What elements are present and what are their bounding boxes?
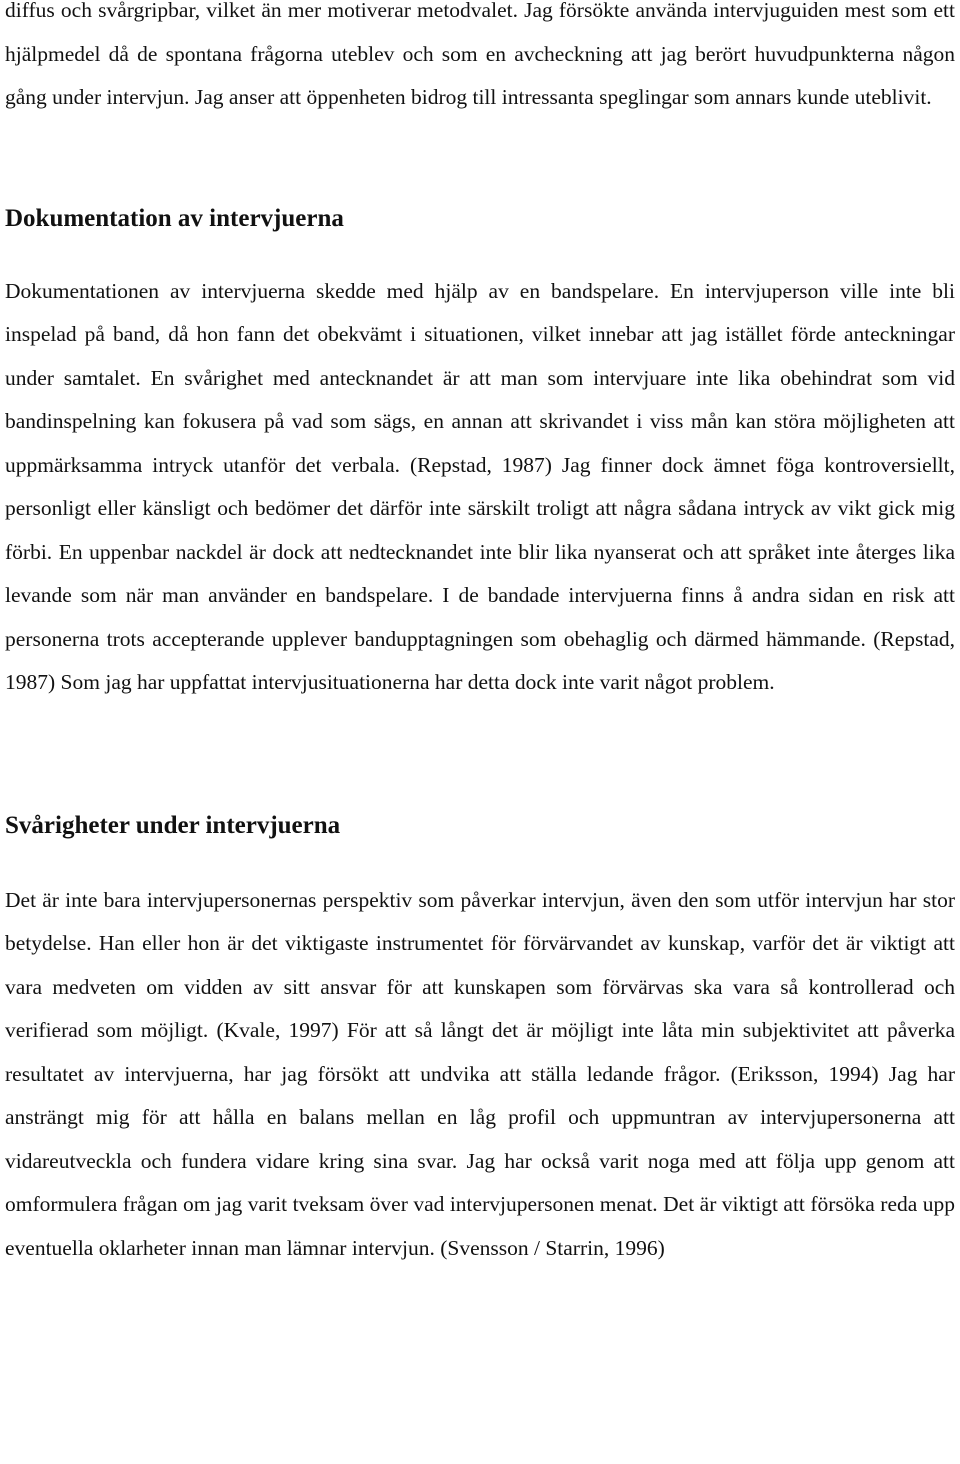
heading-dokumentation: Dokumentation av intervjuerna [5,204,344,232]
intro-paragraph: diffus och svårgripbar, vilket än mer motiverar metodvalet. Jag försökte använda intervjuguiden mest som ett hjälpmedel då de spontana frågorna uteblev och som en avcheckning att jag berört huvudpunkterna någon gång under intervjun. Jag anser att öppenheten bidrog till intressanta speglingar som annars kunde uteblivit. [5,0,955,109]
document-page [5,0,955,1270]
paragraph-svarigheter: Det är inte bara intervjupersonernas perspektiv som påverkar intervjun, även den som utför intervjun har stor betydelse. Han eller hon är det viktigaste instrumentet för förvärvandet av kunskap, varför det är viktigt att vara medveten om vidden av sitt ansvar för att kunskapen som förvärvas ska vara så kontrollerad och verifierad som möjligt. (Kvale, 1997) För att så långt det är möjligt inte låta min subjektivitet att påverka resultatet av intervjuerna, har jag försökt att undvika att ställa ledande frågor. (Eriksson, 1994) Jag har ansträngt mig för att hålla en balans mellan en låg profil och uppmuntran av intervjupersonerna att vidareutveckla och fundera vidare kring sina svar. Jag har också varit noga med att följa upp genom att omformulera frågan om jag varit tveksam över vad intervjupersonen menat. Det är viktigt att försöka reda upp eventuella oklarheter innan man lämnar intervjun. (Svensson / Starrin, 1996) [5,887,955,1260]
paragraph-dokumentation: Dokumentationen av intervjuerna skedde med hjälp av en bandspelare. En intervjuperson ville inte bli inspelad på band, då hon fann det obekvämt i situationen, vilket innebar att jag istället förde anteckningar under samtalet. En svårighet med antecknandet är att man som intervjuare inte lika obehindrat som vid bandinspelning kan fokusera på vad som sägs, en annan att skrivandet i viss mån kan störa möjligheten att uppmärksamma intryck utanför det verbala. (Repstad, 1987) Jag finner dock ämnet föga kontroversiellt, personligt eller känsligt och bedömer det därför inte särskilt troligt att några sådana intryck av vikt gick mig förbi. En uppenbar nackdel är dock att nedtecknandet inte blir lika nyanserat och att språket inte återges lika levande som när man använder en bandspelare. I de bandade intervjuerna finns å andra sidan en risk att personerna trots accepterande upplever bandupptagningen som obehaglig och därmed hämmande. (Repstad, 1987) Som jag har uppfattat intervjusituationerna har detta dock inte varit något problem. [5,278,955,694]
heading-svarigheter: Svårigheter under intervjuerna [5,811,341,839]
